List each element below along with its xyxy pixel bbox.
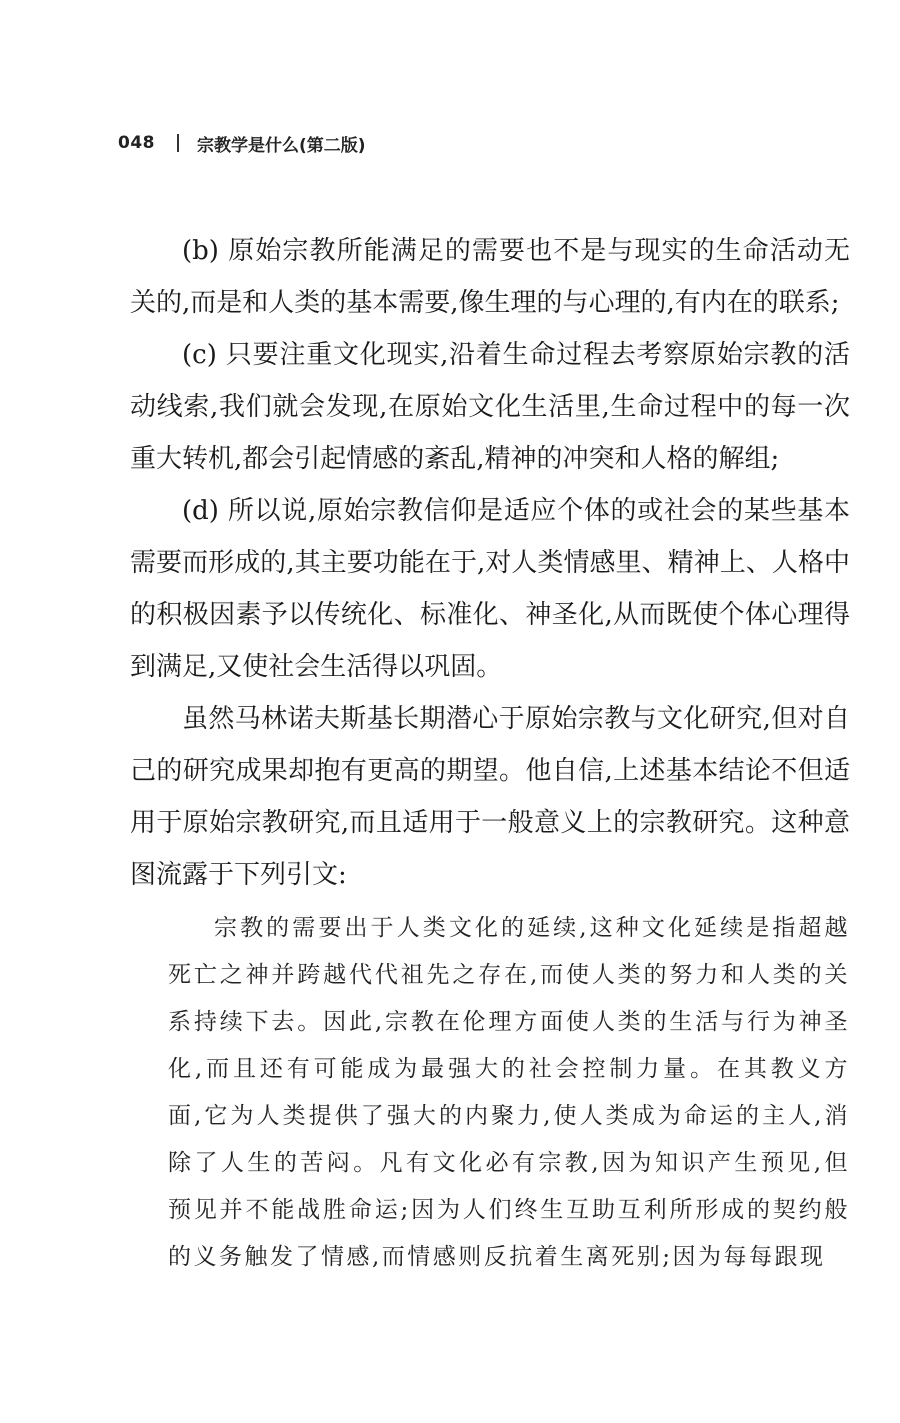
paragraph-b: (b) 原始宗教所能满足的需要也不是与现实的生命活动无关的,而是和人类的基本需要,像生理的与心理的,有内在的联系;	[130, 236, 850, 318]
main-text	[130, 225, 850, 901]
paragraph-d: (d) 所以说,原始宗教信仰是适应个体的或社会的某些基本需要而形成的,其主要功能在于,对人类情感里、精神上、人格中的积极因素予以传统化、标准化、神圣化,从而既使个体心理得到满足,又使社会生活得以巩固。	[130, 496, 850, 682]
paragraph-malinowski: 虽然马林诺夫斯基长期潜心于原始宗教与文化研究,但对自己的研究成果却抱有更高的期望。他自信,上述基本结论不但适用于原始宗教研究,而且适用于一般意义上的宗教研究。这种意图流露于下列引文:	[130, 704, 850, 890]
header-divider	[177, 134, 179, 152]
paragraph-c: (c) 只要注重文化现实,沿着生命过程去考察原始宗教的活动线索,我们就会发现,在原始文化生活里,生命过程中的每一次重大转机,都会引起情感的紊乱,精神的冲突和人格的解组;	[130, 340, 850, 474]
quote-text: 宗教的需要出于人类文化的延续,这种文化延续是指超越死亡之神并跨越代代祖先之存在,而使人类的努力和人类的关系持续下去。因此,宗教在伦理方面使人类的生活与行为神圣化,而且还有可能成为最强大的社会控制力量。在其教义方面,它为人类提供了强大的内聚力,使人类成为命运的主人,消除了人生的苦闷。凡有文化必有宗教,因为知识产生预见,但预见并不能战胜命运;因为人们终生互助互利所形成的契约般的义务触发了情感,而情感则反抗着生离死别;因为每每跟现	[168, 915, 850, 1270]
book-title: 宗教学是什么(第二版)	[197, 135, 366, 156]
block-quote	[168, 905, 850, 1281]
page-number: 048	[118, 133, 155, 153]
page-header	[118, 128, 366, 158]
